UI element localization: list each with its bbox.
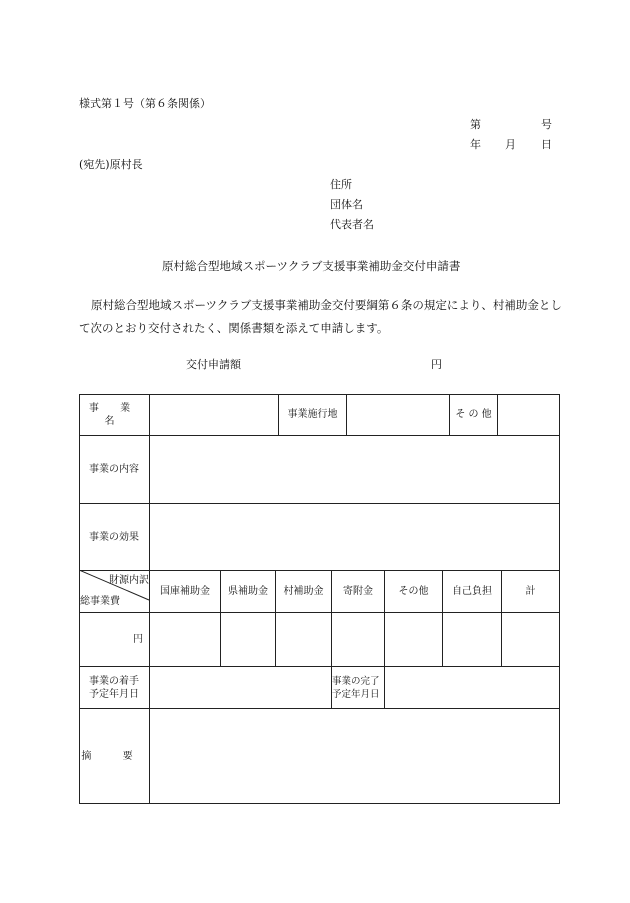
amount-unit: 円 [431,358,442,371]
total-cost-label: 総事業費 [80,596,120,607]
applicant-address-label: 住所 [330,178,352,191]
funding-col-other: その他 [398,586,429,597]
funding-breakdown-label: 財源内訳 [109,575,149,586]
doc-number-suffix: 号 [541,118,552,131]
start-date-label: 事業の着手 予定年月日 [89,675,139,700]
date-day: 日 [541,138,552,151]
amount-label: 交付申請額 [186,358,241,371]
application-table [79,394,560,804]
body-paragraph: 原村総合型地域スポーツクラブ支援事業補助金交付要綱第６条の規定により、村補助金として次のとおり交付されたく、関係書類を添えて申請します。 [79,298,562,335]
applicant-group-label: 団体名 [330,198,363,211]
funding-col-donation: 寄附金 [343,586,373,597]
other-label: そ の 他 [455,409,492,420]
applicant-representative-label: 代表者名 [330,218,374,231]
doc-number-prefix: 第 [470,118,481,131]
total-cost-yen: 円 [133,634,143,645]
project-location-label: 事業施行地 [287,409,338,420]
date-year: 年 [470,138,481,151]
content-label: 事業の内容 [89,464,139,475]
form-number: 様式第１号（第６条関係） [79,97,211,110]
date-month: 月 [505,138,516,151]
document-title: 原村総合型地域スポーツクラブ支援事業補助金交付申請書 [162,259,461,273]
summary-label: 摘 要 [81,750,147,762]
funding-col-national: 国庫補助金 [160,586,210,597]
funding-col-village: 村補助金 [283,586,324,597]
effect-label: 事業の効果 [89,531,139,543]
project-name-label: 事 業 名 [88,402,140,427]
addressee: (宛先)原村長 [79,158,143,171]
funding-col-prefecture: 県補助金 [228,586,268,597]
funding-col-total: 計 [525,586,536,597]
funding-col-self: 自己負担 [452,586,492,597]
end-date-label: 事業の完了 予定年月日 [332,675,380,700]
